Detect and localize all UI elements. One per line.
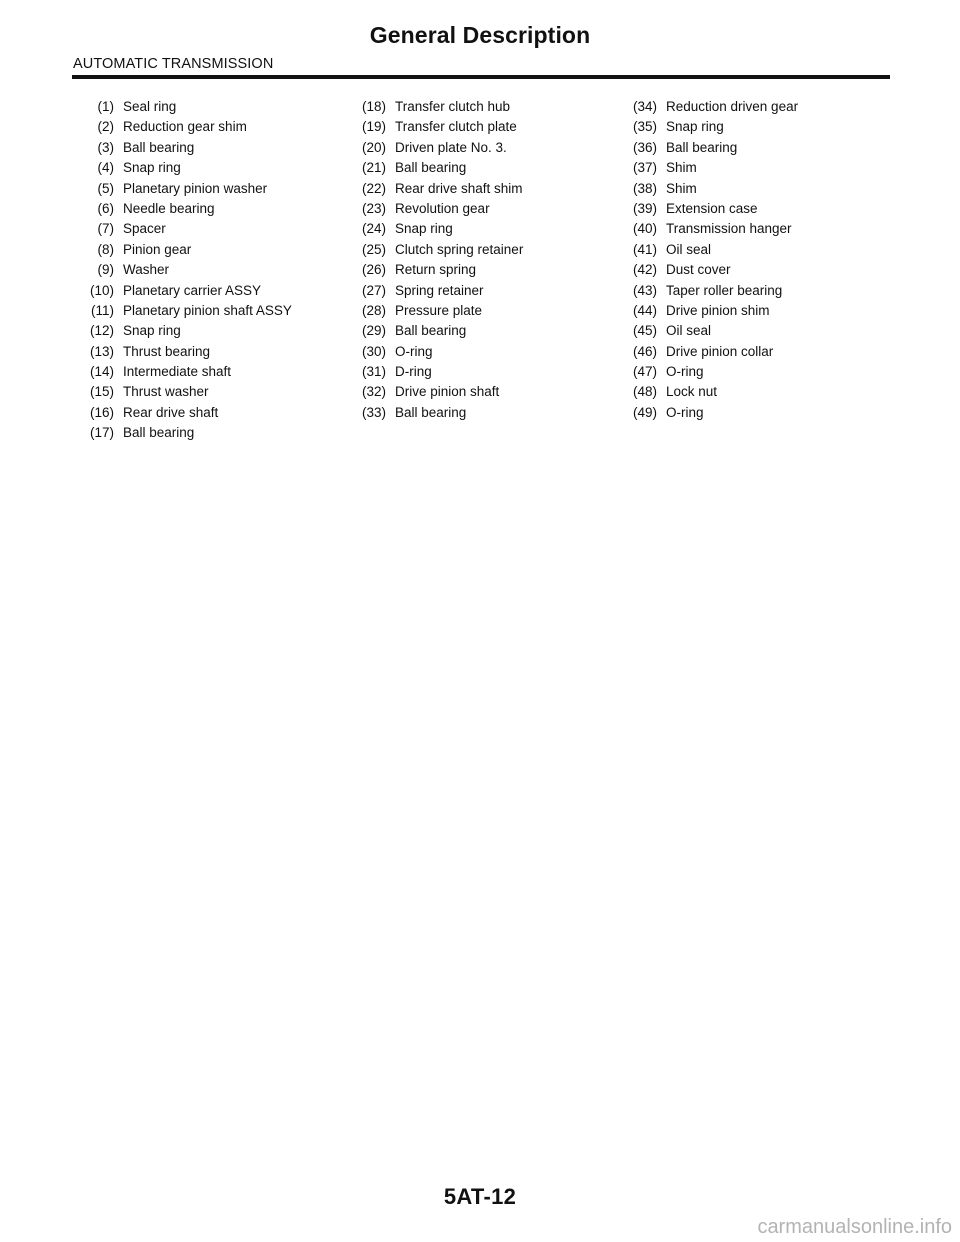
legend-item-number: (43) (632, 282, 657, 298)
legend-item-number: (21) (361, 160, 386, 176)
legend-item-label: Drive pinion collar (666, 343, 774, 359)
legend-item-number: (49) (632, 404, 657, 420)
legend-item-label: Clutch spring retainer (395, 241, 524, 257)
legend-item (72, 281, 262, 301)
legend-item-number: (17) (89, 425, 114, 441)
legend-item-label: O-ring (666, 364, 704, 380)
legend-item-label: Rear drive shaft (123, 404, 219, 420)
legend-item-label: Washer (123, 262, 170, 278)
legend-item (615, 158, 697, 178)
legend-item-number: (4) (97, 160, 114, 176)
legend-item (615, 117, 724, 137)
legend-item-label: Snap ring (666, 119, 724, 135)
legend-item (615, 138, 738, 158)
legend-item (72, 321, 181, 341)
legend-item-number: (33) (361, 404, 386, 420)
legend-item-label: Snap ring (123, 160, 181, 176)
legend-item-label: Pinion gear (123, 241, 192, 257)
legend-item-number: (22) (361, 180, 386, 196)
legend-item-label: Drive pinion shim (666, 302, 770, 318)
legend-item-number: (16) (89, 404, 114, 420)
legend-item (615, 179, 697, 199)
legend-item-number: (1) (97, 99, 114, 114)
legend-item-number: (27) (361, 282, 386, 298)
legend-item (344, 199, 490, 219)
legend-item-label: Thrust bearing (123, 343, 211, 359)
legend-item (72, 219, 166, 239)
legend-item-number: (47) (632, 364, 657, 380)
legend-item-label: Oil seal (666, 241, 712, 257)
legend-item (615, 301, 770, 321)
legend-item (344, 219, 453, 239)
legend-item (344, 382, 500, 402)
legend-item-label: Ball bearing (395, 404, 467, 420)
legend-item-label: Reduction driven gear (666, 99, 799, 114)
legend-item-number: (35) (632, 119, 657, 135)
legend-item-number: (13) (89, 343, 114, 359)
watermark: carmanualsonline.info (757, 1216, 952, 1238)
legend-item-number: (29) (361, 323, 386, 339)
legend-item (72, 240, 192, 260)
legend-item (344, 301, 483, 321)
legend-item (72, 260, 170, 280)
legend-item (615, 321, 712, 341)
legend-item-label: Rear drive shaft shim (395, 180, 523, 196)
legend-item-number: (36) (632, 139, 657, 155)
legend-item (72, 423, 195, 443)
legend-item-number: (38) (632, 180, 657, 196)
legend-item-label: Ball bearing (123, 425, 195, 441)
legend-item-label: D-ring (395, 364, 432, 380)
page-number: 5AT-12 (443, 1184, 517, 1209)
legend-item-number: (5) (97, 180, 114, 196)
legend-column-1 (72, 97, 292, 444)
legend-item (344, 97, 511, 117)
legend-item (344, 342, 433, 362)
legend-item-number: (34) (632, 99, 657, 114)
legend-item-label: Thrust washer (123, 384, 209, 400)
legend-item-number: (41) (632, 241, 657, 257)
legend-item (344, 321, 467, 341)
legend-item-label: Taper roller bearing (666, 282, 783, 298)
legend-item (72, 97, 177, 117)
legend-item-label: Ball bearing (395, 160, 467, 176)
legend-item-label: Revolution gear (395, 200, 490, 216)
legend-item (344, 281, 484, 301)
legend-column-2 (344, 97, 524, 423)
legend-item-number: (15) (89, 384, 114, 400)
legend-item (615, 97, 799, 117)
page-title: General Description (369, 22, 591, 48)
legend-item-number: (10) (89, 282, 114, 298)
legend-item-number: (20) (361, 139, 386, 155)
legend-item-number: (25) (361, 241, 386, 257)
legend-item-label: Spacer (123, 221, 166, 237)
header-rule (72, 75, 890, 79)
legend-item (72, 301, 292, 321)
legend-item-number: (7) (97, 221, 114, 237)
legend-item (615, 199, 758, 219)
legend-item-number: (2) (97, 119, 114, 135)
legend-item (615, 362, 704, 382)
legend-item (615, 240, 712, 260)
legend-item-label: Ball bearing (123, 139, 195, 155)
legend-item (72, 342, 211, 362)
legend-item (615, 219, 792, 239)
legend-item-label: Reduction gear shim (123, 119, 247, 135)
legend-item (344, 158, 467, 178)
legend-item-label: Planetary carrier ASSY (123, 282, 262, 298)
legend-item-label: Lock nut (666, 384, 718, 400)
legend-item-label: Snap ring (123, 323, 181, 339)
legend-column-3 (615, 97, 799, 423)
legend-item-label: Transfer clutch plate (395, 119, 517, 135)
legend-item (72, 117, 247, 137)
legend-item-label: Transmission hanger (666, 221, 792, 237)
legend-item-number: (9) (97, 262, 114, 278)
legend-item-label: Shim (666, 160, 697, 176)
legend-item (72, 362, 232, 382)
legend-item-label: Driven plate No. 3. (395, 139, 507, 155)
legend-item-number: (14) (89, 364, 114, 380)
legend-item-label: Pressure plate (395, 302, 483, 318)
legend-item-label: Spring retainer (395, 282, 484, 298)
legend-item (615, 403, 704, 423)
legend-item (615, 281, 783, 301)
legend-item (615, 342, 774, 362)
legend-item-number: (19) (361, 119, 386, 135)
legend-item (72, 382, 209, 402)
legend-item-label: Intermediate shaft (123, 364, 232, 380)
legend-item-number: (3) (97, 139, 114, 155)
legend-item-number: (24) (361, 221, 386, 237)
legend-item (344, 117, 517, 137)
legend-item (72, 179, 268, 199)
legend-item (344, 260, 477, 280)
legend-item-label: O-ring (395, 343, 433, 359)
legend-item-label: Oil seal (666, 323, 712, 339)
legend-item-label: Ball bearing (666, 139, 738, 155)
legend-item (344, 403, 467, 423)
legend-item-label: Shim (666, 180, 697, 196)
parts-legend (0, 97, 960, 457)
legend-item-number: (18) (361, 99, 386, 114)
legend-item (615, 382, 718, 402)
legend-item-number: (37) (632, 160, 657, 176)
legend-item-label: Seal ring (123, 99, 177, 114)
legend-item-label: Extension case (666, 200, 758, 216)
legend-item-number: (8) (97, 241, 114, 257)
legend-item (72, 403, 219, 423)
legend-item-number: (45) (632, 323, 657, 339)
legend-item-number: (32) (361, 384, 386, 400)
legend-item-number: (26) (361, 262, 386, 278)
legend-item-label: Transfer clutch hub (395, 99, 511, 114)
legend-item-number: (11) (90, 302, 114, 318)
legend-item-number: (44) (632, 302, 657, 318)
legend-item-label: O-ring (666, 404, 704, 420)
legend-item (72, 138, 195, 158)
legend-item-number: (40) (632, 221, 657, 237)
legend-item-label: Drive pinion shaft (395, 384, 500, 400)
section-name: AUTOMATIC TRANSMISSION (73, 56, 274, 72)
legend-item-label: Return spring (395, 262, 477, 278)
legend-item (344, 240, 524, 260)
legend-item (615, 260, 731, 280)
legend-item-label: Needle bearing (123, 200, 215, 216)
legend-item-label: Planetary pinion washer (123, 180, 268, 196)
legend-item-number: (23) (361, 200, 386, 216)
legend-item-number: (48) (632, 384, 657, 400)
legend-item-number: (31) (361, 364, 386, 380)
legend-item-label: Ball bearing (395, 323, 467, 339)
legend-item-number: (12) (89, 323, 114, 339)
legend-item-number: (42) (632, 262, 657, 278)
legend-item-number: (6) (97, 200, 114, 216)
legend-item (344, 179, 523, 199)
legend-item-number: (46) (632, 343, 657, 359)
legend-item-number: (28) (361, 302, 386, 318)
legend-item-label: Snap ring (395, 221, 453, 237)
legend-item-label: Planetary pinion shaft ASSY (123, 302, 292, 318)
legend-item (72, 199, 215, 219)
legend-item (344, 138, 507, 158)
legend-item (72, 158, 181, 178)
legend-item (344, 362, 432, 382)
legend-item-label: Dust cover (666, 262, 731, 278)
legend-item-number: (39) (632, 200, 657, 216)
legend-item-number: (30) (361, 343, 386, 359)
